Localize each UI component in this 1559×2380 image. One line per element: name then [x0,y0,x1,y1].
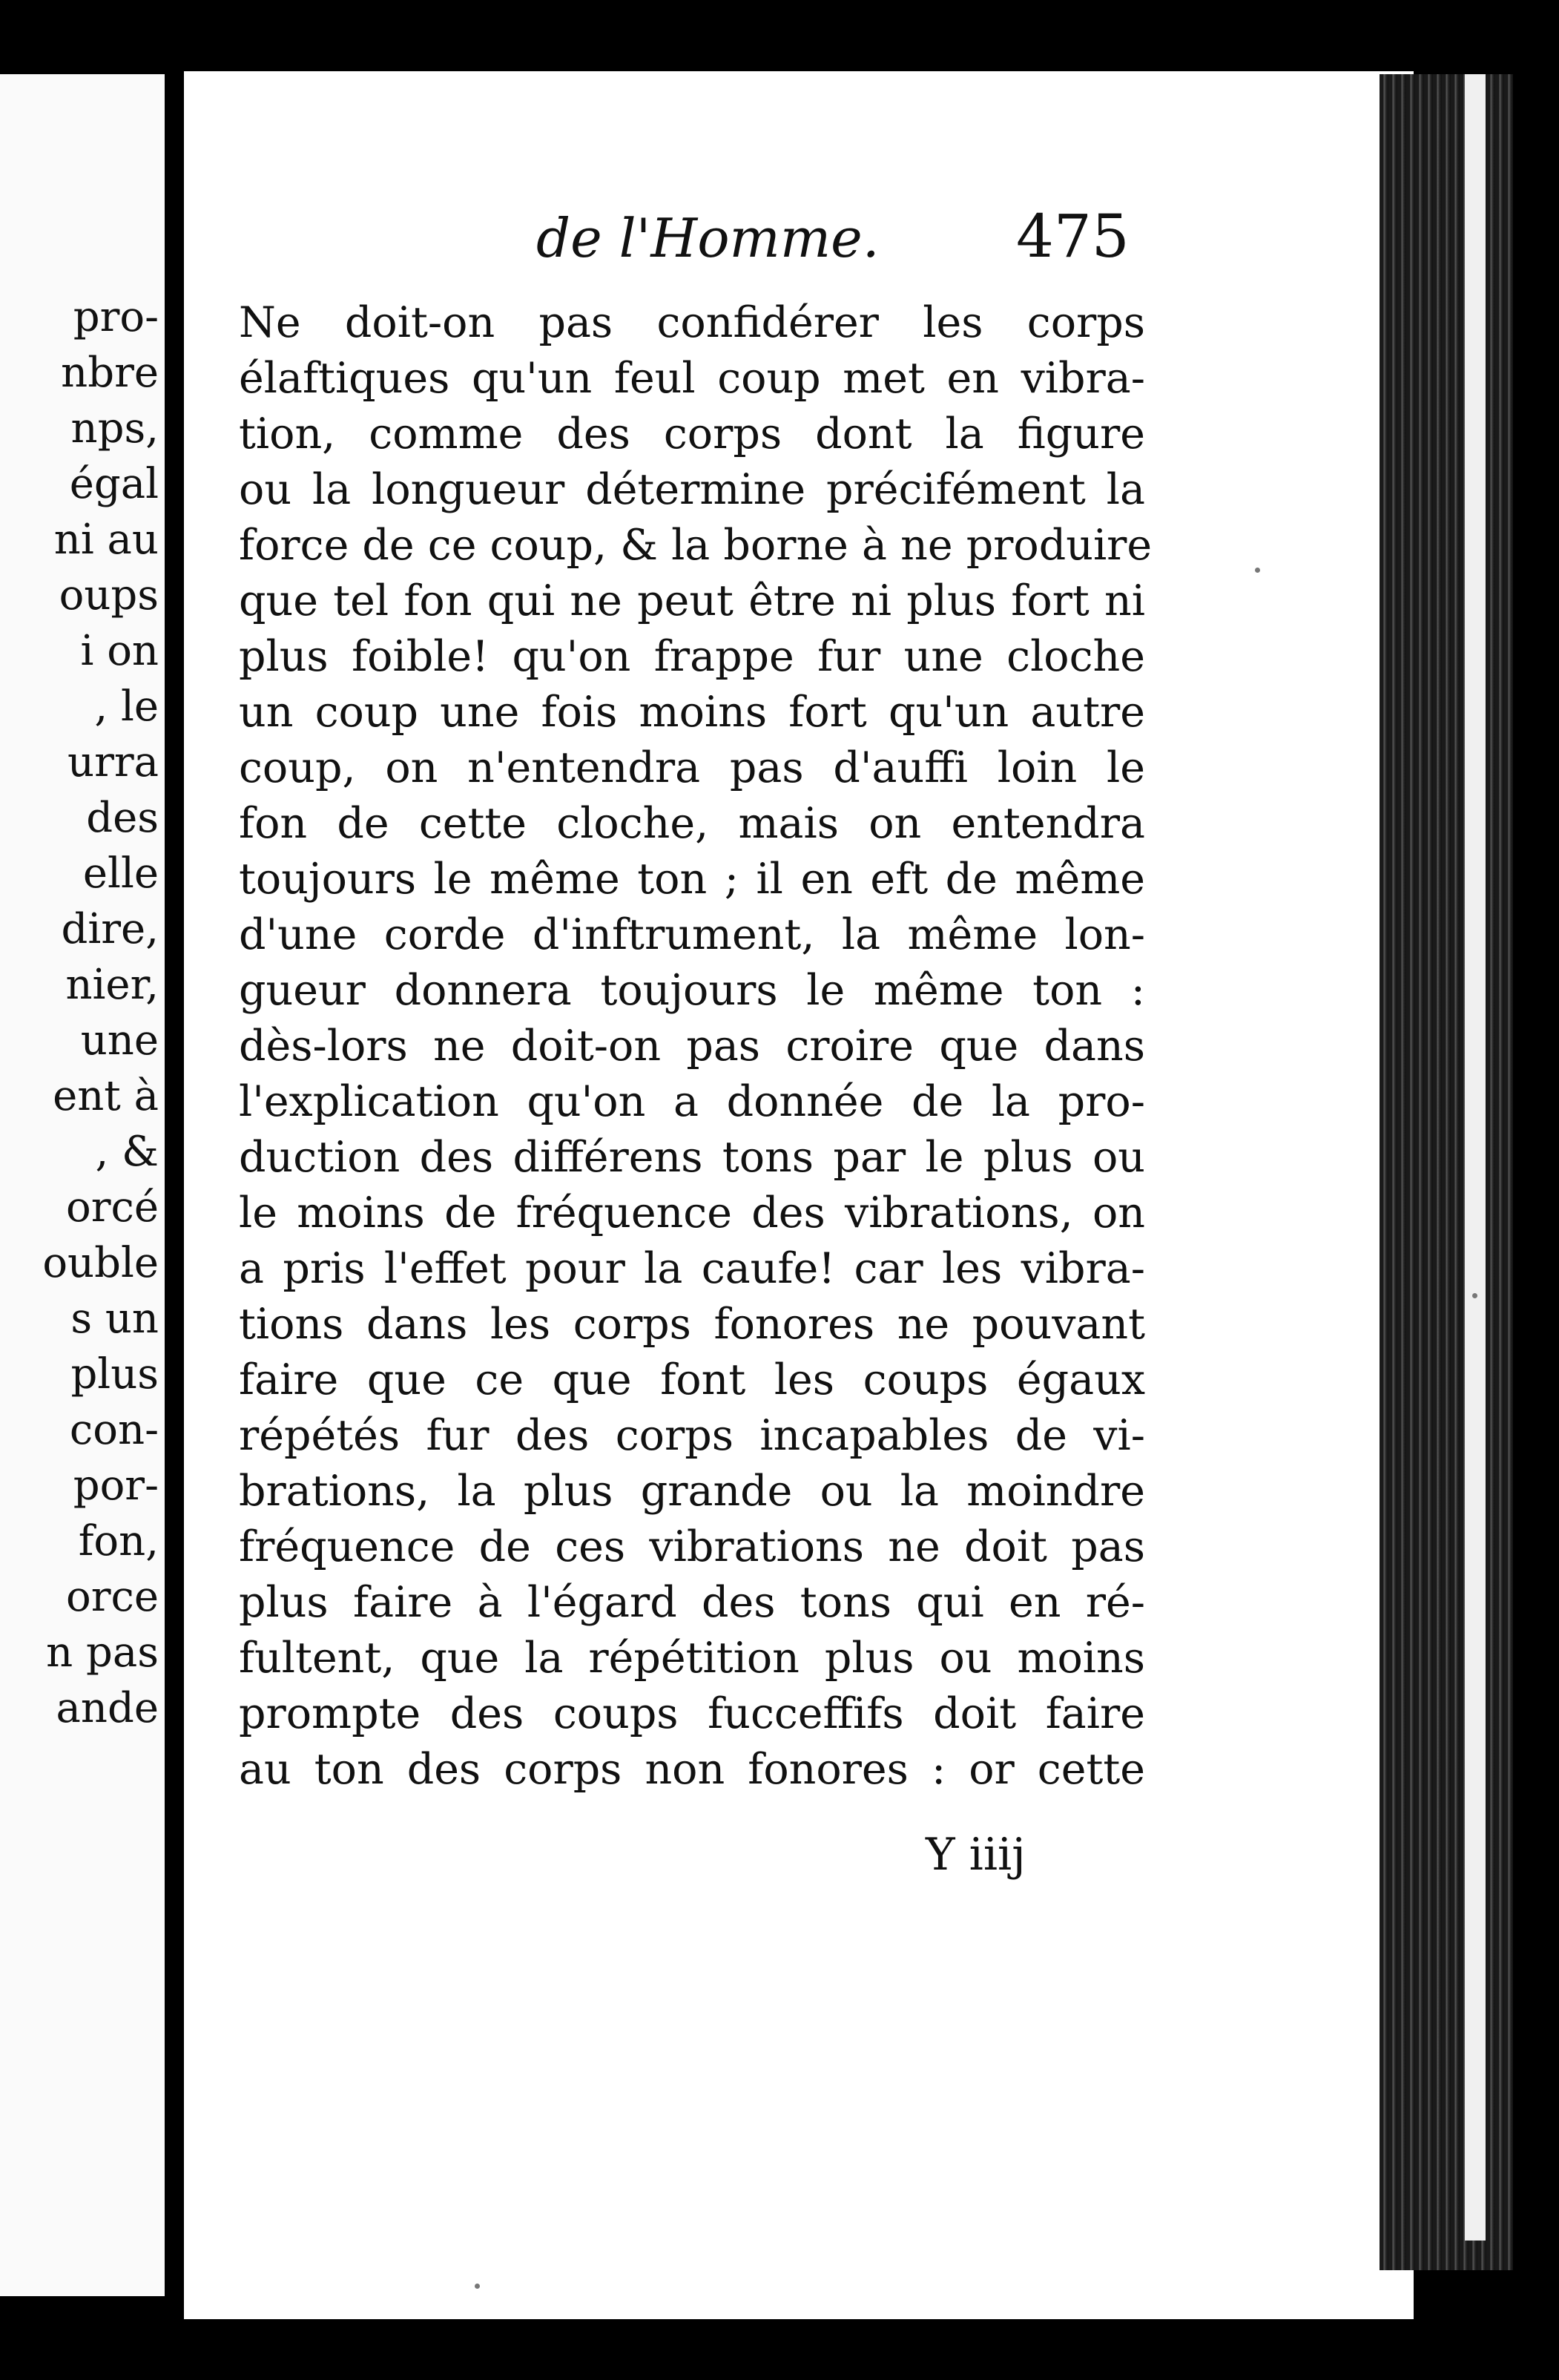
left-page-text-fragment: ande [56,1684,159,1732]
text-line: force de ce coup, & la borne à ne produire [239,521,1153,570]
speck [1255,568,1260,573]
left-page-text-fragment: égal [69,460,159,508]
left-page-text-fragment: ent à [53,1072,159,1120]
text-line: dès-lors ne doit-on pas croire que dans [239,1022,1145,1071]
text-line: coup, on n'entendra pas d'auffi loin le [239,743,1145,792]
text-line: a pris l'effet pour la caufe! car les vibra- [239,1244,1145,1293]
left-page-text-fragment: elle [82,849,159,898]
text-line: plus faire à l'égard des tons qui en ré- [239,1578,1145,1627]
text-line: élaftiques qu'un feul coup met en vibra- [239,354,1145,403]
text-line: répétés fur des corps incapables de vi- [239,1411,1145,1460]
left-page-text-fragment: ni au [53,516,159,564]
left-page-text-fragment: plus [70,1350,159,1398]
text-line: fultent, que la répétition plus ou moins [239,1634,1145,1683]
left-page-text-fragment: nbre [61,349,159,397]
text-line: au ton des corps non fonores : or cette [239,1745,1145,1794]
text-line: tion, comme des corps dont la figure [239,410,1145,458]
left-page-text-fragment: des [86,794,159,842]
left-page-text-fragment: i on [80,627,159,675]
text-line: plus foible! qu'on frappe fur une cloche [239,632,1145,681]
left-page-text-fragment: dire, [61,905,159,953]
page-header [184,202,1414,293]
text-line: le moins de fréquence des vibrations, on [239,1189,1145,1237]
left-page-text-fragment: nier, [65,961,159,1009]
left-page-text-fragment: urra [67,738,159,786]
page-edges [1380,74,1513,2270]
left-page-text-fragment: orce [66,1573,159,1621]
left-page-text-fragment: oups [59,571,159,619]
left-page-text-fragment: , le [94,683,159,731]
text-line: gueur donnera toujours le même ton : [239,966,1145,1015]
page-number: 475 [1016,202,1130,271]
text-line: prompte des coups fucceffifs doit faire [239,1689,1145,1738]
body-text [239,295,1153,1798]
left-page-text-fragment: pro- [73,293,159,341]
left-page-text-fragment: nps, [70,404,159,453]
left-page-text-fragment: por- [73,1462,159,1510]
text-line: fon de cette cloche, mais on entendra [239,799,1145,848]
speck [475,2284,480,2289]
running-head: de l'Homme. [536,207,880,269]
text-line: ou la longueur détermine précifément la [239,465,1145,514]
text-line: d'une corde d'inftrument, la même lon- [239,910,1145,959]
speck [1472,1293,1477,1298]
text-line: l'explication qu'on a donnée de la pro- [239,1077,1145,1126]
text-line: toujours le même ton ; il en eft de même [239,855,1145,904]
left-page-text-fragment: orcé [66,1183,159,1232]
left-page-text-fragment: une [80,1016,159,1065]
left-page-text-fragment: con- [69,1406,159,1454]
signature-mark: Y iiij [926,1829,1026,1881]
left-page-text-fragment: , & [95,1128,159,1176]
text-line: Ne doit-on pas confidérer les corps [239,298,1145,347]
text-line: que tel fon qui ne peut être ni plus fort ni [239,576,1145,625]
text-line: faire que ce que font les coups égaux [239,1355,1145,1404]
page-edge-strip [1465,74,1486,2241]
text-line: fréquence de ces vibrations ne doit pas [239,1522,1145,1571]
text-line: duction des différens tons par le plus ou [239,1133,1145,1182]
text-line: un coup une fois moins fort qu'un autre [239,688,1145,737]
left-facing-page [0,74,165,2296]
left-page-text-fragment: s un [70,1295,159,1343]
text-line: brations, la plus grande ou la moindre [239,1467,1145,1516]
left-page-text-fragment: ouble [42,1239,159,1287]
text-line: tions dans les corps fonores ne pouvant [239,1300,1145,1349]
left-page-text-fragment: n pas [46,1628,159,1677]
left-page-text-fragment: fon, [78,1517,159,1565]
